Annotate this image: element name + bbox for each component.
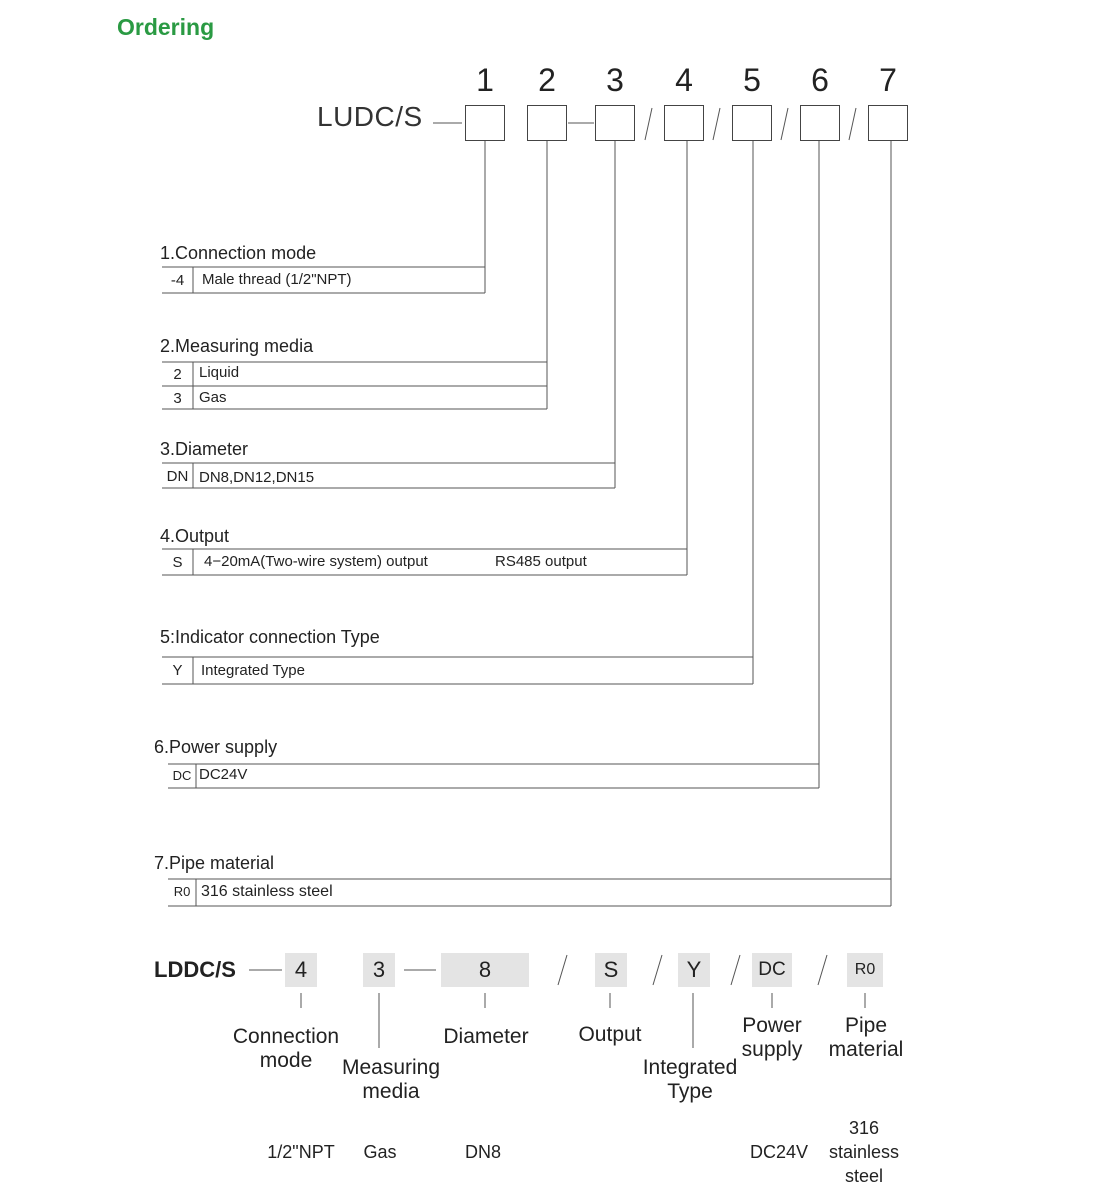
option-code: DC [172, 768, 192, 783]
option-text: 4−20mA(Two-wire system) output [204, 553, 428, 570]
option-code: -4 [170, 272, 185, 289]
example-label-power-supply: Power supply [741, 1014, 803, 1061]
position-number-7: 7 [879, 62, 897, 98]
example-value-diameter: DN8 [464, 1142, 501, 1162]
option-text: Gas [199, 389, 227, 406]
example-label-pipe-material: Pipe material [828, 1014, 904, 1061]
example-code-connection: 4 [285, 953, 317, 987]
option-code: DN [166, 468, 189, 485]
page-title: Ordering [117, 14, 215, 40]
option-code: Y [172, 662, 183, 679]
option-code: 3 [173, 390, 182, 407]
section-title-pipe-material: 7.Pipe material [154, 853, 275, 873]
example-code-diameter: 8 [441, 953, 529, 987]
example-code-media: 3 [363, 953, 395, 987]
option-text: DN8,DN12,DN15 [199, 469, 315, 486]
example-label-measuring-media: Measuring media [341, 1056, 441, 1103]
example-label-connection-mode: Connection mode [232, 1025, 340, 1072]
section-title-diameter: 3.Diameter [160, 439, 249, 459]
section-title-power-supply: 6.Power supply [154, 737, 278, 757]
example-value-power: DC24V [749, 1142, 809, 1162]
example-code-indicator: Y [678, 953, 710, 987]
option-text: Male thread (1/2"NPT) [202, 271, 352, 288]
example-value-connection: 1/2"NPT [267, 1142, 335, 1162]
position-number-4: 4 [675, 62, 693, 98]
option-text: Integrated Type [201, 662, 305, 679]
option-code: S [172, 554, 183, 571]
section-title-connection-mode: 1.Connection mode [160, 243, 317, 263]
position-number-6: 6 [811, 62, 829, 98]
option-code: R0 [173, 884, 191, 899]
option-text: 316 stainless steel [201, 883, 333, 900]
example-value-pipe: 316 stainless steel [828, 1118, 900, 1186]
example-label-integrated-type: Integrated Type [642, 1056, 738, 1103]
example-code-pipe: R0 [847, 953, 883, 987]
section-title-output: 4.Output [160, 526, 230, 546]
section-title-measuring-media: 2.Measuring media [160, 336, 314, 356]
example-code-output: S [595, 953, 627, 987]
position-number-3: 3 [606, 62, 624, 98]
position-number-5: 5 [743, 62, 761, 98]
example-label-output: Output [578, 1023, 642, 1046]
example-prefix: LDDC/S [154, 957, 236, 982]
position-number-1: 1 [476, 62, 494, 98]
option-code: 2 [173, 366, 182, 383]
example-value-media: Gas [363, 1142, 397, 1162]
section-title-indicator-connection: 5:Indicator connection Type [160, 627, 380, 647]
option-text-alt: RS485 output [495, 553, 587, 570]
model-prefix: LUDC/S [317, 101, 423, 132]
example-label-diameter: Diameter [443, 1025, 529, 1048]
position-number-2: 2 [538, 62, 556, 98]
option-text: DC24V [199, 766, 248, 783]
example-code-power: DC [752, 953, 792, 987]
option-text: Liquid [199, 364, 240, 381]
